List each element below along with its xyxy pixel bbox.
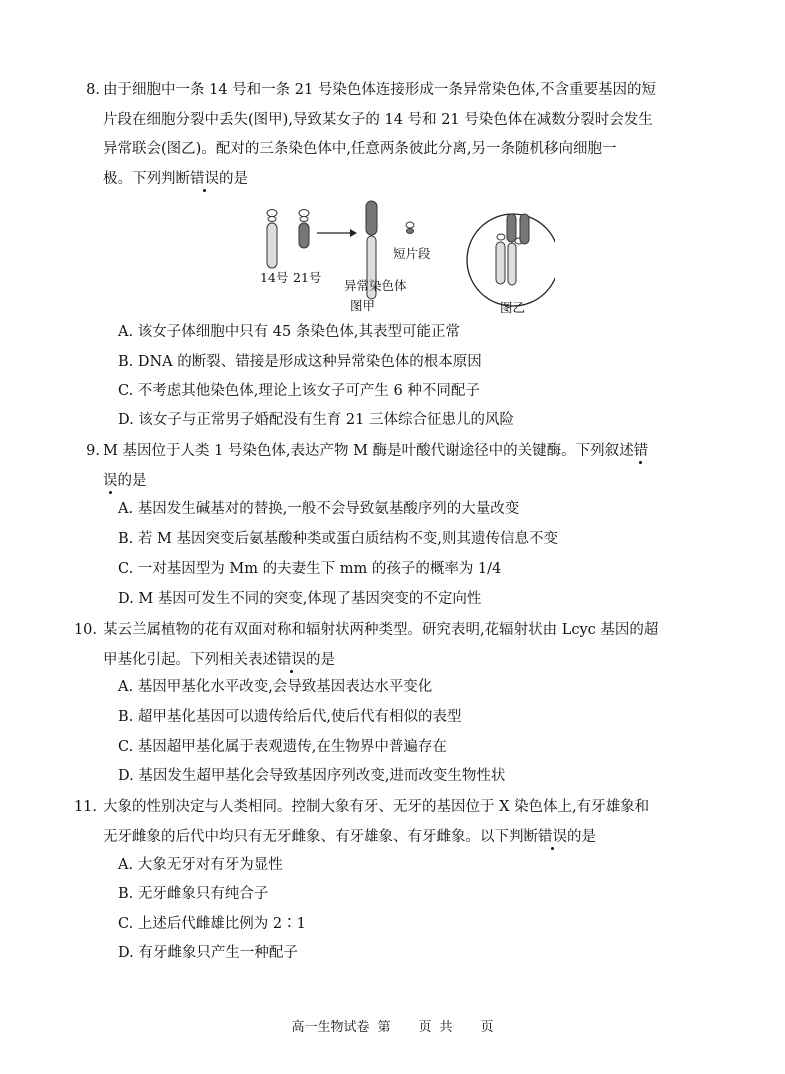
option-a: A. 基因发生碱基对的替换,一般不会导致氨基酸序列的大量改变 [118,501,520,517]
chromosome-21-icon [299,210,309,249]
emphasis-text: 错 [633,443,649,459]
meiosis-cell-icon [467,214,555,306]
option-b: B. DNA 的断裂、错接是形成这种异常染色体的根本原因 [118,354,482,370]
question-stem-line: 由于细胞中一条 14 号和一条 21 号染色体连接形成一条异常染色体,不含重要基因的短 [103,82,656,98]
question-stem-line: 甲基化引起。下列相关表述错误的是 [103,651,335,668]
fragment-icon [406,222,414,234]
option-d: D. 该女子与正常男子婚配没有生育 21 三体综合征患儿的风险 [118,412,514,428]
question-number: 8. [86,82,100,98]
footer-title: 高一生物试卷 [291,1020,370,1035]
option-b: B. 若 M 基因突变后氨基酸种类或蛋白质结构不变,则其遗传信息不变 [118,531,559,547]
option-a: A. 大象无牙对有牙为显性 [118,857,283,873]
question-stem-line: 无牙雌象的后代中均只有无牙雌象、有牙雄象、有牙雌象。以下判断错误的是 [103,828,596,845]
question-8 [86,76,698,194]
option-a: A. 该女子体细胞中只有 45 条染色体,其表型可能正常 [118,324,460,340]
arrow-icon [317,229,357,237]
label-abnormal: 异常染色体 [344,278,407,293]
option-c: C. 一对基因型为 Mm 的夫妻生下 mm 的孩子的概率为 1/4 [118,561,502,577]
chromosome-14-icon [267,210,277,269]
footer-text: 页 [418,1020,432,1035]
caption-figure-b: 图乙 [500,300,526,315]
option-c: C. 不考虑其他染色体,理论上该女子可产生 6 种不同配子 [118,383,480,399]
label-fragment: 短片段 [393,246,431,261]
question-number: 10. [73,622,97,638]
footer-text: 共 [439,1020,453,1035]
question-11 [73,793,698,852]
question-10 [73,616,698,675]
option-b: B. 超甲基化基因可以遗传给后代,使后代有相似的表型 [118,709,462,725]
option-c: C. 基因超甲基化属于表观遗传,在生物界中普遍存在 [118,739,447,755]
emphasis-text: 错误 [190,170,219,187]
question-number: 11. [73,799,97,815]
question-stem-line: 片段在细胞分裂中丢失(图甲),导致某女子的 14 号和 21 号染色体在减数分裂时会发生 [103,111,653,128]
question-stem-line: 误的是 [103,472,147,489]
label-14: 14号 [260,270,289,285]
page-footer [0,1016,785,1035]
question-stem-line: 极。下列判断错误的是 [103,170,248,187]
question-stem-line: 异常联会(图乙)。配对的三条染色体中,任意两条彼此分离,另一条随机移向细胞一 [103,141,617,157]
option-d: D. 基因发生超甲基化会导致基因序列改变,进而改变生物性状 [118,768,506,784]
emphasis-text: 误 [103,472,118,489]
option-c: C. 上述后代雌雄比例为 2∶1 [118,916,306,932]
option-d: D. 有牙雌象只产生一种配子 [118,945,298,961]
footer-text: 第 [377,1020,391,1035]
question-stem-line: 大象的性别决定与人类相同。控制大象有牙、无牙的基因位于 X 染色体上,有牙雄象和 [103,799,650,815]
question-number: 9. [86,443,100,459]
question-stem-line: 某云兰属植物的花有双面对称和辐射状两种类型。研究表明,花辐射状由 Lcyc 基因的超 [103,622,659,638]
emphasis-text: 错误 [538,828,567,845]
option-a: A. 基因甲基化水平改变,会导致基因表达水平变化 [118,679,433,695]
option-d: D. M 基因可发生不同的突变,体现了基因突变的不定向性 [118,591,482,607]
footer-text: 页 [480,1020,494,1035]
question-9 [86,437,698,496]
label-21: 21号 [293,270,322,285]
option-b: B. 无牙雌象只有纯合子 [118,886,269,902]
question-stem-line: M 基因位于人类 1 号染色体,表达产物 M 酶是叶酸代谢途径中的关键酶。下列叙述错 [103,443,649,459]
emphasis-text: 错误 [277,651,306,668]
caption-figure-a: 图甲 [350,298,376,313]
